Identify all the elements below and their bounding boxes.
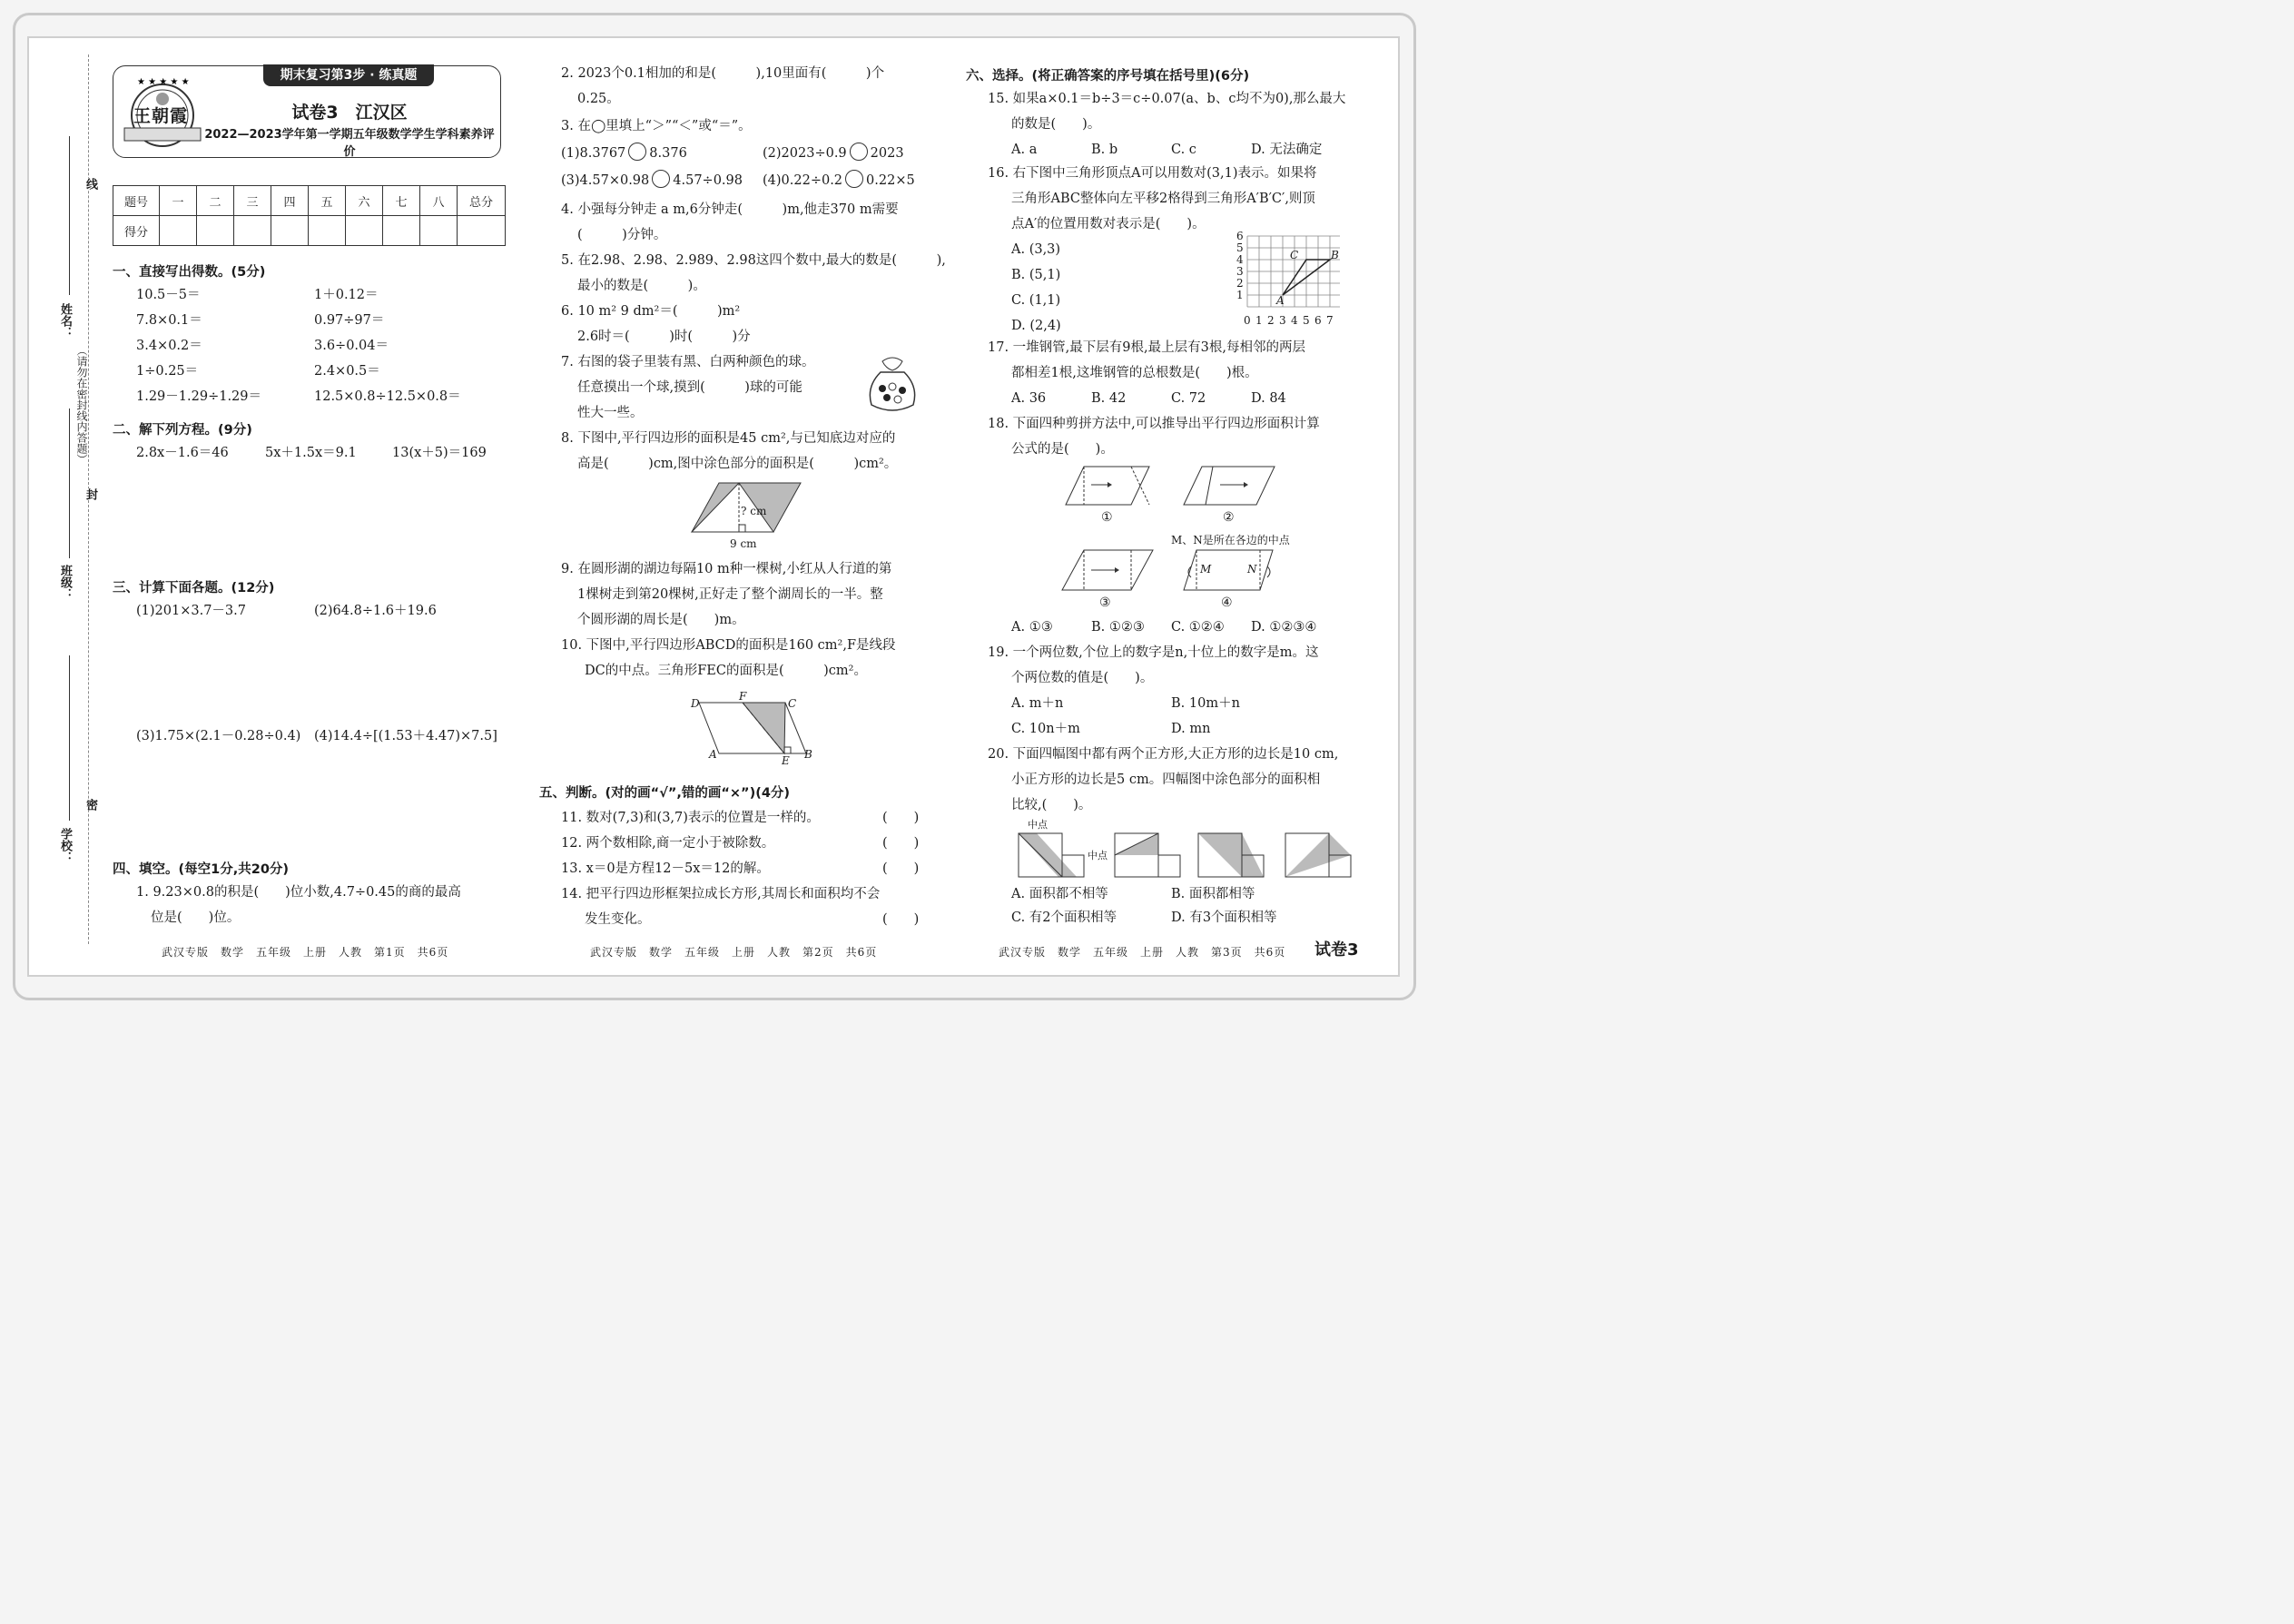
q20-figure-4: [1282, 830, 1358, 879]
calc-item: (4)14.4÷[(1.53＋4.47)×7.5]: [314, 729, 497, 743]
judge-q12: 12. 两个数相除,商一定小于被除数。: [561, 836, 775, 851]
choice-q20: 20. 下面四幅图中都有两个正方形,大正方形的边长是10 cm,: [988, 747, 1339, 762]
section-1-title: 一、直接写出得数。(5分): [113, 265, 266, 280]
option: C. c: [1171, 143, 1196, 157]
score-cell: 八: [420, 186, 458, 216]
option: D. 84: [1251, 391, 1286, 406]
oral-item: 2.4×0.5＝: [314, 364, 380, 379]
option: B. ①②③: [1091, 620, 1145, 635]
oral-item: 12.5×0.8÷12.5×0.8＝: [314, 389, 461, 404]
q8-height-label: ? cm: [741, 505, 767, 517]
calc-item: (2)64.8÷1.6＋19.6: [314, 604, 437, 618]
fill-q8-cont: 高是( )cm,图中涂色部分的面积是( )cm²。: [577, 457, 898, 471]
compare-item: [763, 169, 915, 193]
q10-label-f: F: [739, 690, 747, 703]
fill-q6-cont: 2.6时＝( )时( )分: [577, 330, 751, 344]
choice-q15: 15. 如果a×0.1＝b÷3＝c÷0.07(a、b、c均不为0),那么最大: [988, 92, 1346, 106]
score-input[interactable]: [197, 216, 234, 246]
section-2-title: 二、解下列方程。(9分): [113, 423, 252, 438]
q20-figure-1: [1015, 830, 1091, 879]
q20-figure-3: [1195, 830, 1267, 879]
x-tick: 3: [1279, 314, 1286, 327]
logo-text: 王朝霞: [133, 106, 189, 126]
score-cell: 七: [383, 186, 420, 216]
choice-q16-cont: 三角形ABC整体向左平移2格得到三角形A′B′C′,则顶: [1011, 192, 1315, 206]
class-label: 班级：: [58, 565, 72, 600]
q16-point-c: C: [1290, 249, 1299, 261]
option: D. 有3个面积相等: [1171, 910, 1277, 925]
q18-n-label: N: [1247, 563, 1257, 576]
section-4-title: 四、填空。(每空1分,共20分): [113, 862, 290, 877]
option: B. 面积都相等: [1171, 887, 1255, 901]
fill-q10-cont: DC的中点。三角形FEC的面积是( )cm²。: [585, 664, 867, 678]
page-footer-1: 武汉专版 数学 五年级 上册 人教 第1页 共6页: [162, 946, 449, 959]
score-cell: 二: [197, 186, 234, 216]
oral-item: 1÷0.25＝: [136, 364, 199, 379]
q18-figure-3: [1058, 548, 1158, 592]
score-cell: 一: [160, 186, 197, 216]
calc-item: (1)201×3.7－3.7: [136, 604, 246, 618]
option: A. m＋n: [1011, 696, 1064, 711]
q16-point-b: B: [1331, 249, 1339, 261]
compare-left: (3)4.57×0.98: [561, 173, 650, 188]
fill-q4-cont: ( )分钟。: [577, 228, 667, 242]
choice-q19: 19. 一个两位数,个位上的数字是n,十位上的数字是m。这: [988, 645, 1319, 660]
judge-answer[interactable]: ( ): [882, 811, 920, 825]
y-tick: 2: [1236, 277, 1244, 290]
q18-figure-1: [1062, 465, 1153, 507]
compare-item: [561, 142, 687, 166]
oral-item: 1.29－1.29÷1.29＝: [136, 389, 262, 404]
score-cell: 六: [346, 186, 383, 216]
fill-q9-cont2: 个圆形湖的周长是( )m。: [577, 613, 745, 627]
score-input[interactable]: [346, 216, 383, 246]
option: C. 72: [1171, 391, 1206, 406]
score-input[interactable]: [383, 216, 420, 246]
score-input[interactable]: [309, 216, 346, 246]
q18-label-4: ④: [1221, 595, 1233, 610]
option: A. a: [1011, 143, 1038, 157]
option: C. ①②④: [1171, 620, 1225, 635]
compare-circle[interactable]: [652, 170, 670, 188]
calc-item: (3)1.75×(2.1－0.28÷0.4): [136, 729, 301, 743]
compare-left: (2)2023÷0.9: [763, 146, 847, 161]
score-cell: 总分: [458, 186, 506, 216]
x-tick: 4: [1291, 314, 1298, 327]
compare-left: (4)0.22÷0.2: [763, 173, 843, 188]
score-input[interactable]: [458, 216, 506, 246]
q18-note: M、N是所在各边的中点: [1171, 534, 1290, 546]
option: C. 10n＋m: [1011, 722, 1080, 736]
option: D. (2,4): [1011, 319, 1061, 333]
option: C. (1,1): [1011, 293, 1061, 308]
oral-item: 10.5－5＝: [136, 288, 201, 302]
fill-q8: 8. 下图中,平行四边形的面积是45 cm²,与已知底边对应的: [561, 431, 896, 446]
page-footer-2: 武汉专版 数学 五年级 上册 人教 第2页 共6页: [590, 946, 878, 959]
q18-label-3: ③: [1099, 595, 1111, 610]
q16-grid: [1245, 234, 1344, 309]
fill-q10: 10. 下图中,平行四边形ABCD的面积是160 cm²,F是线段: [561, 638, 896, 653]
seal-mid: 封: [84, 488, 97, 500]
section-5-title: 五、判断。(对的画“√”,错的画“×”)(4分): [539, 786, 791, 801]
choice-q16: 16. 右下图中三角形顶点A可以用数对(3,1)表示。如果将: [988, 166, 1317, 181]
y-tick: 1: [1236, 289, 1244, 301]
compare-item: [763, 142, 904, 166]
compare-right: 2023: [870, 146, 904, 161]
judge-q11: 11. 数对(7,3)和(3,7)表示的位置是一样的。: [561, 811, 820, 825]
option: A. (3,3): [1011, 242, 1061, 257]
q20-figure-2: [1111, 830, 1184, 879]
oral-item: 3.6÷0.04＝: [314, 339, 389, 353]
compare-left: (1)8.3767: [561, 146, 626, 161]
y-tick: 3: [1236, 265, 1244, 278]
svg-text:★ ★ ★ ★ ★: ★ ★ ★ ★ ★: [137, 77, 190, 87]
judge-q14: 14. 把平行四边形框架拉成长方形,其周长和面积均不会: [561, 887, 881, 901]
fill-q6: 6. 10 m² 9 dm²＝( )m²: [561, 304, 741, 319]
equation-item: 2.8x－1.6＝46: [136, 446, 229, 460]
y-tick: 4: [1236, 253, 1244, 266]
option: A. ①③: [1011, 620, 1053, 635]
name-label: 姓名：: [58, 303, 72, 339]
compare-right: 8.376: [649, 146, 687, 161]
fill-q7-cont: 任意摸出一个球,摸到( )球的可能: [577, 380, 802, 395]
header-ribbon: 期末复习第3步 · 练真题: [263, 64, 434, 86]
fill-q1: 1. 9.23×0.8的积是( )位小数,4.7÷0.45的商的最高: [136, 885, 461, 900]
fill-q5: 5. 在2.98、2.98、2.989、2.98这四个数中,最大的数是( ),: [561, 253, 946, 268]
choice-q17: 17. 一堆钢管,最下层有9根,最上层有3根,每相邻的两层: [988, 340, 1305, 355]
choice-q20-cont: 小正方形的边长是5 cm。四幅图中涂色部分的面积相: [1011, 773, 1321, 787]
score-table: [113, 185, 506, 246]
score-cell: 三: [234, 186, 271, 216]
q18-figure-4: [1180, 548, 1278, 592]
q8-base-label: 9 cm: [730, 537, 757, 550]
section-3-title: 三、计算下面各题。(12分): [113, 581, 275, 595]
q10-label-d: D: [691, 697, 700, 710]
x-tick: 1: [1255, 314, 1263, 327]
choice-q17-cont: 都相差1根,这堆钢管的总根数是( )根。: [1011, 366, 1258, 380]
fill-q3: 3. 在◯里填上“＞”“＜”或“＝”。: [561, 119, 752, 133]
fill-q1-cont: 位是( )位。: [151, 910, 241, 925]
choice-q18: 18. 下面四种剪拼方法中,可以推导出平行四边形面积计算: [988, 417, 1320, 431]
score-table-score-row: [113, 216, 506, 246]
seal-warning: （请勿在密封线内答题）: [75, 345, 88, 465]
q18-m-label: M: [1200, 563, 1212, 576]
fill-q2-cont: 0.25。: [577, 92, 620, 106]
compare-right: 0.22×5: [866, 173, 915, 188]
q10-label-a: A: [709, 748, 717, 761]
fill-q2: 2. 2023个0.1相加的和是( ),10里面有( )个: [561, 66, 885, 81]
fill-q4: 4. 小强每分钟走 a m,6分钟走( )m,他走370 m需要: [561, 202, 899, 217]
q18-label-2: ②: [1223, 510, 1235, 525]
choice-q18-cont: 公式的是( )。: [1011, 442, 1114, 457]
option: D. 无法确定: [1251, 143, 1323, 157]
q18-label-1: ①: [1101, 510, 1113, 525]
q10-label-b: B: [804, 748, 812, 761]
fill-q7-cont2: 性大一些。: [577, 406, 644, 420]
option: B. 42: [1091, 391, 1127, 406]
x-tick: 0: [1244, 314, 1251, 327]
option: A. 36: [1011, 391, 1047, 406]
score-input[interactable]: [420, 216, 458, 246]
compare-circle[interactable]: [850, 143, 868, 161]
q18-figure-2: [1180, 465, 1278, 507]
x-tick: 2: [1267, 314, 1275, 327]
q16-y-labels: [1236, 231, 1245, 301]
q20-midpoint-label: 中点: [1028, 819, 1048, 831]
exam-header: [113, 65, 501, 158]
seal-top: 线: [84, 178, 97, 190]
choice-q19-cont: 个两位数的值是( )。: [1011, 671, 1154, 685]
school-label: 学校：: [58, 828, 72, 863]
class-field[interactable]: [69, 408, 70, 558]
q16-point-a: A: [1276, 294, 1285, 307]
score-cell: 五: [309, 186, 346, 216]
judge-answer[interactable]: ( ): [882, 861, 920, 876]
score-input[interactable]: [234, 216, 271, 246]
equation-item: 5x＋1.5x＝9.1: [265, 446, 357, 460]
school-field[interactable]: [69, 655, 70, 821]
oral-item: 0.97÷97＝: [314, 313, 385, 328]
oral-item: 1＋0.12＝: [314, 288, 379, 302]
fill-q7: 7. 右图的袋子里装有黑、白两种颜色的球。: [561, 355, 815, 369]
q20-midpoint-label: 中点: [1088, 850, 1108, 861]
section-6-title: 六、选择。(将正确答案的序号填在括号里)(6分): [966, 69, 1250, 84]
option: B. b: [1091, 143, 1118, 157]
score-table-header-row: [113, 186, 506, 216]
choice-q20-cont2: 比较,( )。: [1011, 798, 1092, 812]
test-title: 试卷3 江汉区: [291, 103, 408, 123]
x-tick: 7: [1326, 314, 1334, 327]
score-input[interactable]: [271, 216, 309, 246]
score-cell: 四: [271, 186, 309, 216]
name-field[interactable]: [69, 136, 70, 295]
q16-x-labels: [1244, 314, 1338, 327]
test-subtitle: 2022—2023学年第一学期五年级数学学生学科素养评价: [204, 128, 495, 159]
option: C. 有2个面积相等: [1011, 910, 1117, 925]
choice-q16-cont2: 点A′的位置用数对表示是( )。: [1011, 217, 1206, 231]
x-tick: 5: [1303, 314, 1310, 327]
compare-item: [561, 169, 743, 193]
judge-q14-cont: 发生变化。: [585, 912, 651, 927]
score-cell: 题号: [113, 186, 160, 216]
compare-circle[interactable]: [845, 170, 863, 188]
equation-item: 13(x＋5)＝169: [392, 446, 487, 460]
choice-q15-cont: 的数是( )。: [1011, 117, 1101, 132]
compare-right: 4.57÷0.98: [673, 173, 743, 188]
option: D. ①②③④: [1251, 620, 1317, 635]
judge-q13: 13. x＝0是方程12－5x＝12的解。: [561, 861, 770, 876]
option: B. 10m＋n: [1171, 696, 1240, 711]
judge-answer[interactable]: ( ): [882, 912, 920, 927]
oral-item: 7.8×0.1＝: [136, 313, 202, 328]
fill-q9: 9. 在圆形湖的湖边每隔10 m种一棵树,小红从人行道的第: [561, 562, 892, 576]
x-tick: 6: [1314, 314, 1322, 327]
ball-bag-illustration: [862, 350, 922, 416]
score-input[interactable]: [160, 216, 197, 246]
compare-circle[interactable]: [628, 143, 646, 161]
option: D. mn: [1171, 722, 1211, 736]
option: A. 面积都不相等: [1011, 887, 1108, 901]
score-row-label: 得分: [113, 216, 160, 246]
y-tick: 6: [1236, 230, 1244, 242]
option: B. (5,1): [1011, 268, 1061, 282]
judge-answer[interactable]: ( ): [882, 836, 920, 851]
page-footer-3: 武汉专版 数学 五年级 上册 人教 第3页 共6页: [999, 946, 1286, 959]
exam-badge: 试卷3: [1314, 940, 1359, 960]
fill-q9-cont: 1棵树走到第20棵树,正好走了整个湖周长的一半。整: [577, 587, 883, 602]
q10-label-c: C: [788, 697, 797, 710]
oral-item: 3.4×0.2＝: [136, 339, 202, 353]
y-tick: 5: [1236, 241, 1244, 254]
fill-q5-cont: 最小的数是( )。: [577, 279, 706, 293]
q10-label-e: E: [782, 754, 790, 767]
seal-bot: 密: [84, 799, 97, 811]
